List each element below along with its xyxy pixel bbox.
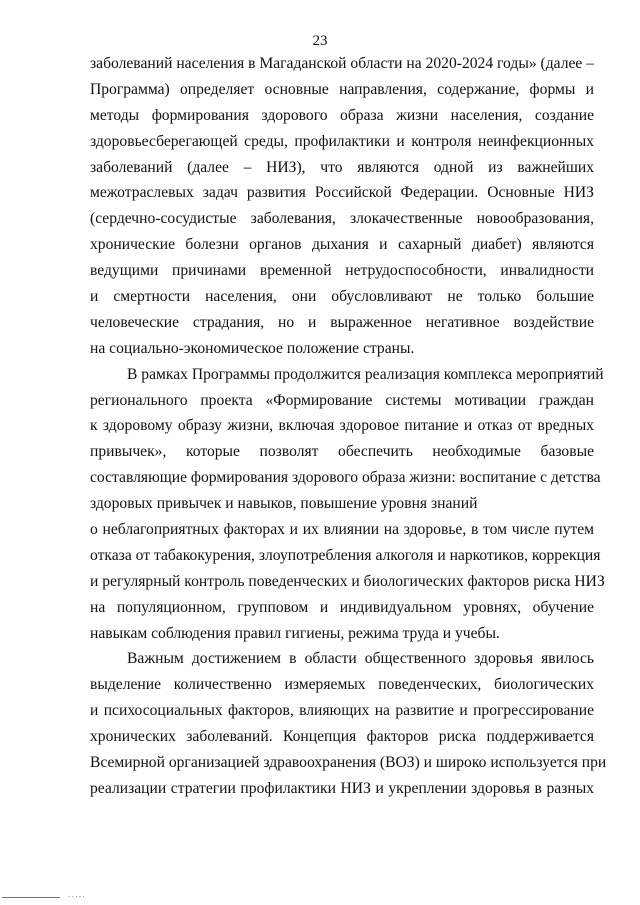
text-line: и смертности населения, они обусловливают не только большие [90, 288, 594, 306]
text-line: здоровых привычек и навыков, повышение уровня знаний [90, 495, 478, 513]
text-line: привычек», которые позволят обеспечить необходимые базовые [90, 443, 594, 461]
text-line: Важным достижением в области общественного здоровья явилось [127, 650, 594, 668]
body-text [90, 51, 607, 802]
text-line: хронических заболеваний. Концепция факторов риска поддерживается [90, 728, 594, 746]
text-line: на социально-экономическое положение страны. [90, 339, 415, 357]
text-line: выделение количественно измеряемых поведенческих, биологических [90, 676, 594, 694]
text-line: здоровьесберегающей среды, профилактики и контроля неинфекционных [90, 132, 594, 150]
text-line: межотраслевых задач развития Российской Федерации. Основные НИЗ [90, 184, 594, 202]
text-line: Всемирной организацией здравоохранения (ВОЗ) и широко используется при [90, 754, 607, 772]
text-line: ведущими причинами временной нетрудоспособности, инвалидности [90, 262, 594, 280]
paragraph-program-description [90, 51, 594, 362]
paragraph-public-health [90, 646, 607, 801]
text-line: на популяционном, групповом и индивидуальном уровнях, обучение [90, 598, 594, 616]
text-line: заболеваний населения в Магаданской области на 2020-2024 годы» (далее – [90, 55, 595, 72]
text-line: реализации стратегии профилактики НИЗ и укреплении здоровья в разных [90, 779, 594, 797]
text-line: навыкам соблюдения правил гигиены, режима труда и учебы. [90, 624, 500, 642]
text-line: В рамках Программы продолжится реализация комплекса мероприятий [127, 365, 604, 383]
paragraph-risk-factors [90, 517, 605, 646]
text-line: составляющие формирования здорового образа жизни: воспитание с детства [90, 469, 601, 487]
text-line: регионального проекта «Формирование системы мотивации граждан [90, 391, 594, 409]
text-line: и психосоциальных факторов, влияющих на развитие и прогрессирование [90, 702, 594, 720]
text-line: о неблагоприятных факторах и их влиянии на здоровье, в том числе путем [90, 521, 594, 539]
text-line: отказа от табакокурения, злоупотребления алкоголя и наркотиков, коррекция [90, 546, 601, 564]
paragraph-regional-project [90, 362, 604, 517]
text-line: к здоровому образу жизни, включая здоровое питание и отказ от вредных [90, 417, 594, 435]
text-line: хронические болезни органов дыхания и сахарный диабет) являются [90, 236, 594, 254]
footer-marks: ..... [68, 890, 86, 899]
text-line: человеческие страдания, но и выраженное негативное воздействие [90, 313, 594, 331]
text-line: и регулярный контроль поведенческих и биологических факторов риска НИЗ [90, 572, 605, 590]
text-line: методы формирования здорового образа жизни населения, создание [90, 106, 594, 124]
page-number: 23 [312, 33, 328, 49]
text-line: Программа) определяет основные направления, содержание, формы и [90, 80, 594, 98]
text-line: (сердечно-сосудистые заболевания, злокачественные новообразования, [90, 210, 594, 228]
footer-rule [2, 897, 60, 898]
text-line: заболеваний (далее – НИЗ), что являются одной из важнейших [90, 158, 594, 176]
